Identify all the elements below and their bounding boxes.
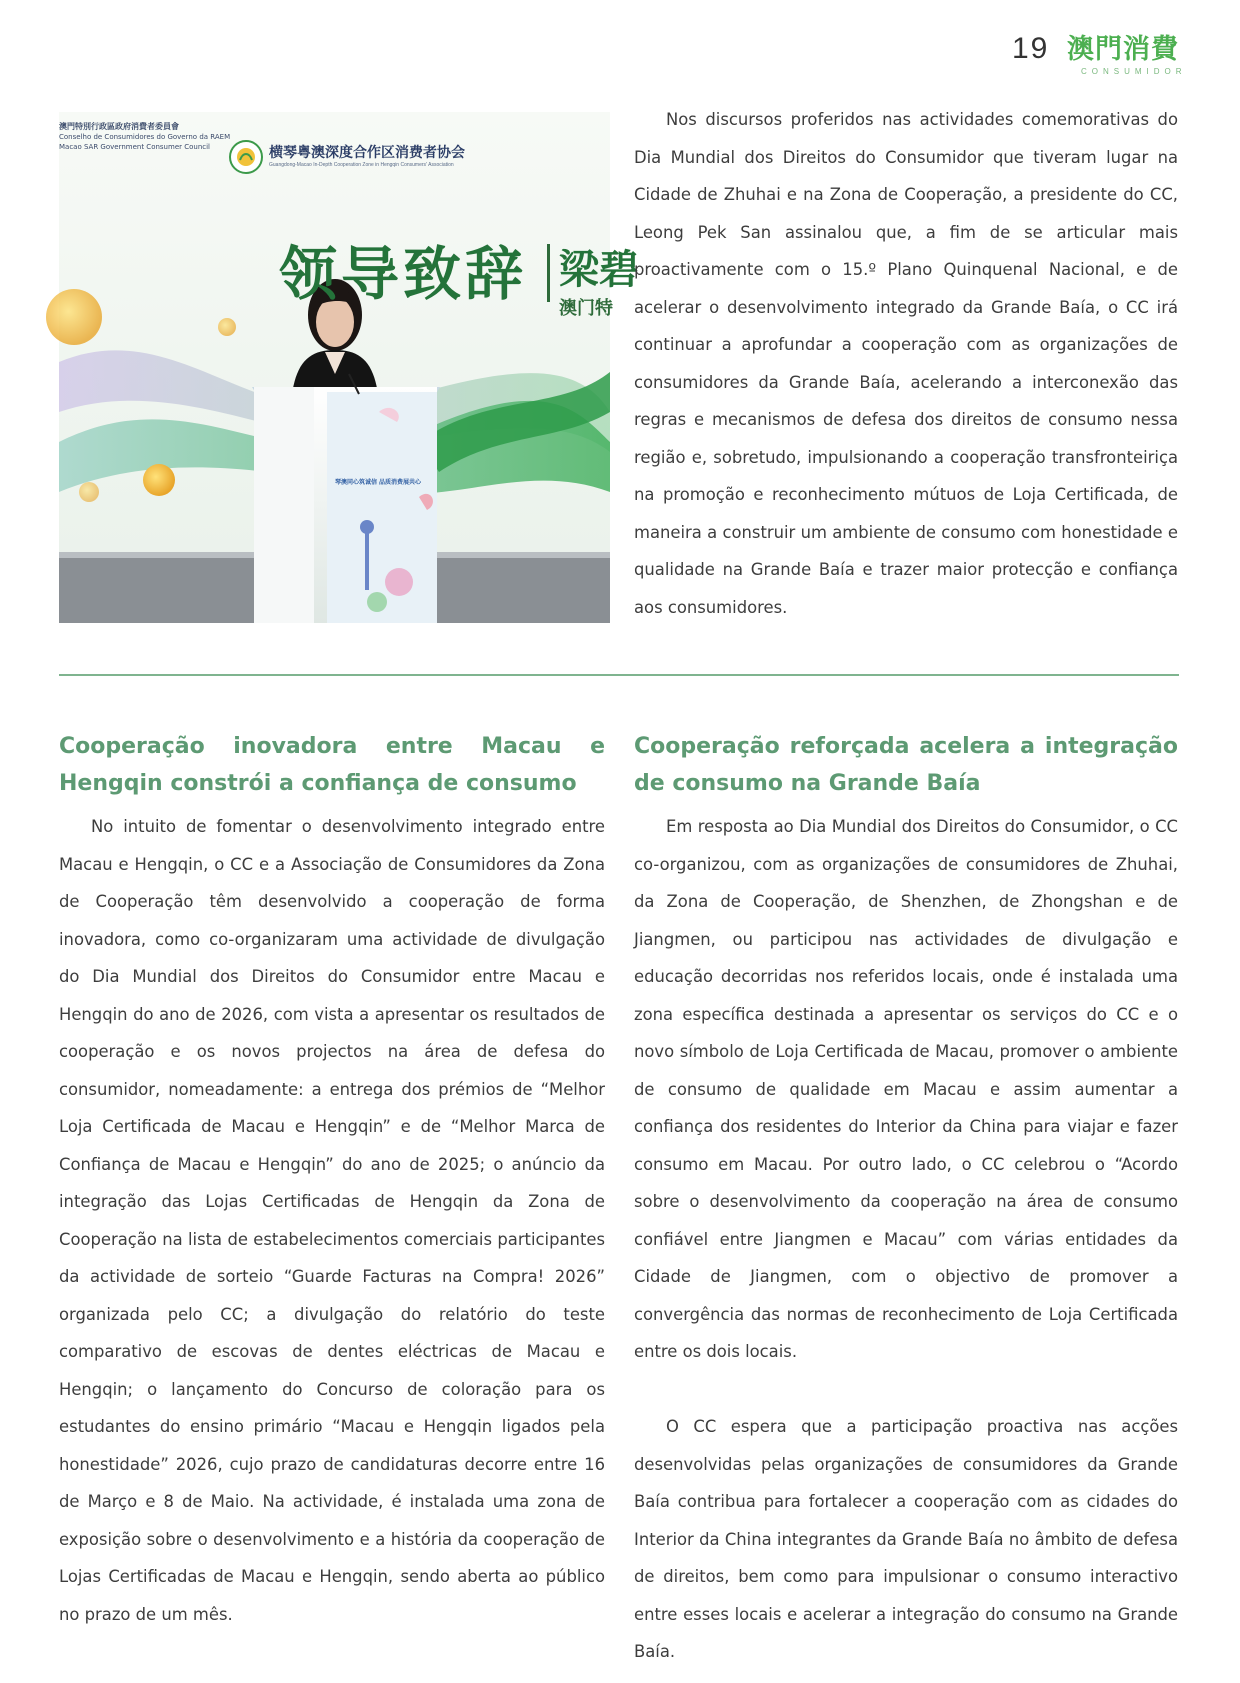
association-name-en: Guangdong-Macao In-Depth Cooperation Zone in Hengqin Consumers' Association <box>269 162 454 168</box>
section-divider <box>59 674 1179 676</box>
left-section-heading: Cooperação inovadora entre Macau e Hengqin constrói a confiança de consumo <box>59 734 605 796</box>
right-section-paragraph-2: O CC espera que a participação proactiva nas acções desenvolvidas pelas organizações de consumidores da Grande Baía contribua para fortalecer a cooperação com as cidades do Interior da China integrantes da Grande Baía no âmbito de defesa de direitos, bem como para impulsionar o consumo interactivo entre esses locais e acelerar a integração do consumo na Grande Baía. <box>634 1417 1178 1661</box>
banner-subtitle: 澳门特 <box>559 298 613 319</box>
event-photo <box>59 112 639 623</box>
logo-subtitle: CONSUMIDOR <box>1081 67 1187 76</box>
right-section-heading: Cooperação reforçada acelera a integração de consumo na Grande Baía <box>634 734 1178 796</box>
photo-background <box>59 112 610 623</box>
association-emblem-icon <box>229 140 263 174</box>
consumer-council-logo-text: 澳門特別行政區政府消費者委員會 Conselho de Consumidores do Governo da RAEM Macao SAR Government Consumer Council <box>59 122 231 151</box>
association-name: 横琴粤澳深度合作区消费者协会 <box>269 145 465 161</box>
intro-paragraph: Nos discursos proferidos nas actividades comemorativas do Dia Mundial dos Direitos do Consumidor que tiveram lugar na Cidade de Zhuhai e na Zona de Cooperação, a presidente do CC, Leong Pek San assinalou que, a fim de se articular mais proactivamente com o 15.º Plano Quinquenal Nacional, e de acelerar o desenvolvimento integrado da Grande Baía, o CC irá continuar a aprofundar a cooperação com as organizações de consumidores da Grande Baía, acelerando a interconexão das regras e mecanismos de defesa dos direitos de consumo nessa região e, sobretudo, impulsionando a cooperação transfronteiriça na promoção e reconhecimento mútuos de Loja Certificada, de maneira a construir um ambiente de consumo com honestidade e qualidade na Grande Baía e trazer maior protecção e confiança aos consumidores. <box>634 110 1178 617</box>
left-section-text <box>59 808 605 1633</box>
banner-name: 梁碧 <box>559 247 639 293</box>
logo-title: 澳門消費 <box>1067 34 1179 65</box>
banner-divider <box>547 244 550 302</box>
page-number: 19 <box>1012 32 1050 65</box>
podium-slogan: 琴澳同心筑诚信 品质消费展共心 <box>334 479 422 486</box>
banner-title: 领导致辞 <box>279 240 528 308</box>
right-section-paragraph-1: Em resposta ao Dia Mundial dos Direitos do Consumidor, o CC co-organizou, com as organizações de consumidores de Zhuhai, da Zona de Cooperação, de Shenzhen, de Zhongshan e de Jiangmen, ou participou nas actividades de divulgação e educação decorridas nos referidos locais, onde é instalada uma zona específica destinada a apresentar os serviços do CC e o novo símbolo de Loja Certificada de Macau, promover o ambiente de consumo de qualidade em Macau e assim aumentar a confiança dos residentes do Interior da China para viajar e fazer consumo em Macau. Por outro lado, o CC celebrou o “Acordo sobre o desenvolvimento da cooperação na área de consumo confiável entre Jiangmen e Macau” com várias entidades da Cidade de Jiangmen, com o objectivo de promover a convergência das normas de reconhecimento de Loja Certificada entre os dois locais. <box>634 817 1178 1361</box>
left-section-paragraph: No intuito de fomentar o desenvolvimento integrado entre Macau e Hengqin, o CC e a Associação de Consumidores da Zona de Cooperação têm desenvolvido a cooperação de forma inovadora, como co-organizaram uma actividade de divulgação do Dia Mundial dos Direitos do Consumidor entre Macau e Hengqin do ano de 2026, com vista a apresentar os resultados de cooperação e os novos projectos na área de defesa do consumidor, nomeadamente: a entrega dos prémios de “Melhor Loja Certificada de Macau e Hengqin” e de “Melhor Marca de Confiança de Macau e Hengqin” do ano de 2025; o anúncio da integração das Lojas Certificadas de Hengqin da Zona de Cooperação na lista de estabelecimentos comerciais participantes da actividade de sorteio “Guarde Facturas na Compra! 2026” organizada pelo CC; a divulgação do relatório do teste comparativo de escovas de dentes eléctricas de Macau e Hengqin; o lançamento do Concurso de coloração para os estudantes do ensino primário “Macau e Hengqin ligados pela honestidade” 2026, cujo prazo de candidaturas decorre entre 16 de Março e 8 de Maio. Na actividade, é instalada uma zona de exposição sobre o desenvolvimento e a história da cooperação de Lojas Certificadas de Macau e Hengqin, sendo aberta ao público no prazo de um mês. <box>59 817 605 1624</box>
intro-text <box>634 101 1178 626</box>
right-section-text <box>634 808 1178 1671</box>
magazine-logo <box>1067 35 1185 79</box>
